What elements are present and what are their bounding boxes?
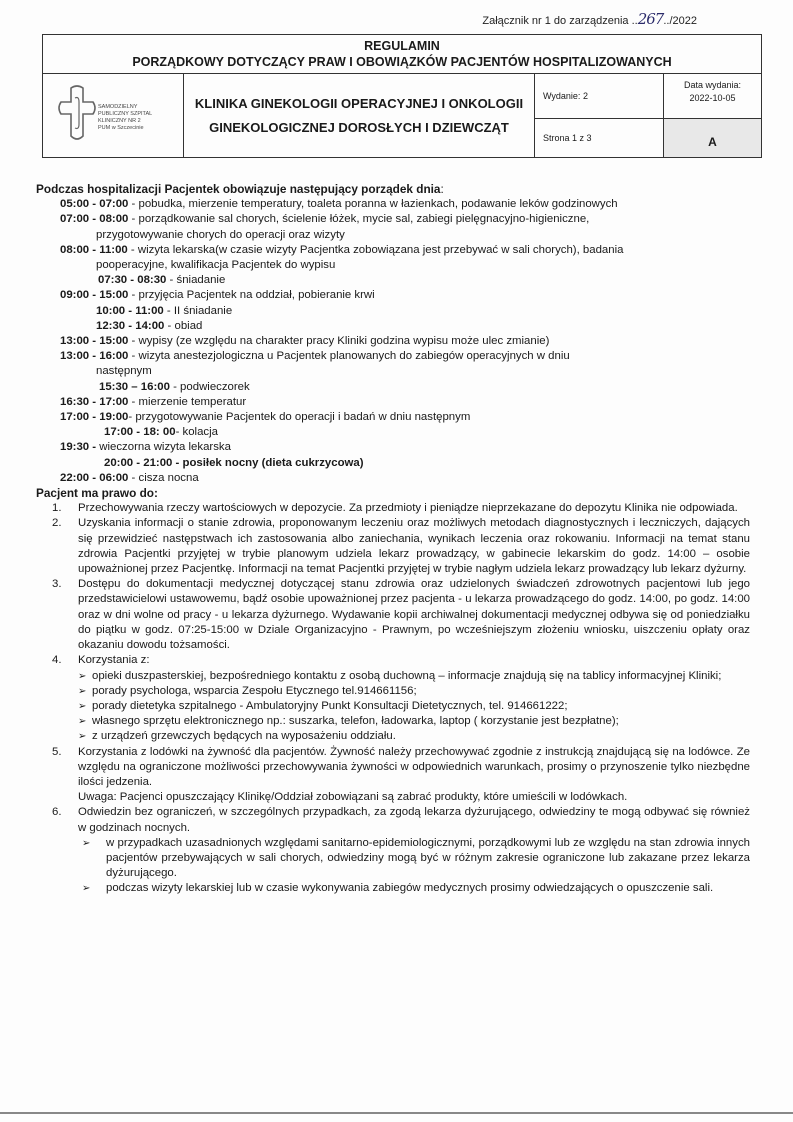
hospital-logo-cell: [43, 74, 184, 157]
document-title: [43, 35, 761, 74]
rights-item: 2. Uzyskania informacji o stanie zdrowia, proponowanym leczeniu oraz możliwych metodach diagnostycznych i leczniczych, dających się przewidzieć następstwach ich zastosowania albo zaniechania, wynikach leczenia oraz rokowaniu. Informacji na temat stanu zdrowia Pacjentki przyjętej w trybie planowym udziela lekarz prowadzący, w gabinecie lekarskim do godz. 14:00 – osobie upoważnionej przez Pacjentkę. Informacji na temat Pacjentki przyjętej w trybie nagłym udziela lekarz prowadzący lub lekarz dyżurny.: [52, 517, 750, 576]
page-counter: Strona 1 z 3: [543, 133, 592, 143]
schedule-item: 13:00 - 16:00 - wizyta anestezjologiczna u Pacjentek planowanych do zabiegów operacyjnych w dniu następnym: [60, 350, 570, 378]
schedule-item: 08:00 - 11:00 - wizyta lekarska(w czasie wizyty Pacjentka zobowiązana jest przebywać w sali chorych), badania pooperacyjne, kwalifikacja Pacjentek do wypisu: [60, 243, 624, 272]
page-bottom-edge: [0, 1112, 793, 1114]
issue-date: Data wydania: 2022-10-05: [664, 74, 761, 119]
document-body: [36, 182, 750, 897]
patient-rights-list: [36, 501, 750, 896]
bullet-item: ➢ z urządzeń grzewczych będących na wyposażeniu oddziału.: [78, 729, 750, 744]
rights-item: 4. Korzystania z: ➢ opieki duszpasterskiej, bezpośredniego kontaktu z osobą duchowną – informacje znajdują się na tablicy informacyjnej Kliniki; ➢ porady psychologa, wsparcia Zespołu Etycznego tel.914661156; ➢ porady dietetyka szpitalnego - Ambulatoryjny Punkt Konsultacji Dietetycznych, tel. 914661222; ➢ własnego sprzętu elektronicznego np.: suszarka, telefon, ładowarka, laptop ( korzystanie jest bezpłatne); ➢ z urządzeń grzewczych będących na wyposażeniu oddziału.: [36, 653, 750, 744]
arrow-bullet-icon: ➢: [78, 731, 87, 743]
bullet-item: ➢ porady psychologa, wsparcia Zespołu Etycznego tel.914661156;: [78, 684, 750, 699]
handwritten-number: 267: [637, 10, 664, 28]
schedule-item: 07:00 - 08:00 - porządkowanie sal chorych, ścielenie łóżek, mycie sal, zabiegi pielęgnacyjno-higieniczne, przygotowywanie chorych do operacji oraz wizyty: [60, 213, 590, 241]
annex-prefix: Załącznik nr 1 do zarządzenia ..: [482, 15, 638, 27]
schedule-meal: 07:30 - 08:30 - śniadanie: [98, 274, 226, 287]
annex-suffix: ../2022: [663, 15, 697, 27]
bullet-item: ➢ własnego sprzętu elektronicznego np.: suszarka, telefon, ładowarka, laptop ( korzystanie jest bezpłatne);: [78, 714, 750, 729]
hospital-cross-logo-icon: [57, 84, 97, 144]
arrow-bullet-icon: ➢: [78, 716, 87, 728]
rights-heading: Pacjent ma prawo do:: [36, 486, 158, 501]
schedule-meal: 17:00 - 18: 00- kolacja: [104, 426, 218, 439]
bullet-item: ➢ opieki duszpasterskiej, bezpośredniego kontaktu z osobą duchowną – informacje znajdują się na tablicy informacyjnej Kliniki;: [78, 669, 750, 684]
schedule-item: 13:00 - 15:00 - wypisy (ze względu na charakter pracy Kliniki godzina wypisu może ulec zmianie): [60, 335, 550, 348]
schedule-item: 17:00 - 19:00- przygotowywanie Pacjentek do operacji i badań w dniu następnym: [60, 411, 471, 424]
document-header-table: [42, 34, 762, 158]
arrow-bullet-icon: ➢: [78, 700, 87, 712]
fridge-note: Uwaga: Pacjenci opuszczający Klinikę/Oddział zobowiązani są zabrać produkty, które umieścili w lodówkach.: [78, 791, 628, 804]
schedule-meal: 20:00 - 21:00 - posiłek nocny (dieta cukrzycowa): [104, 456, 364, 469]
clinic-line-2: GINEKOLOGICZNEJ DOROSŁYCH I DZIEWCZĄT: [209, 119, 509, 135]
clinic-name-cell: [184, 74, 535, 157]
bullet-item: ➢ w przypadkach uzasadnionych względami sanitarno-epidemiologicznymi, porządkowymi lub ze względu na stan zdrowia innych pacjentów przebywających w sali chorych, odwiedziny mogą być w różnym zakresie ograniczone lub zakazane przez lekarza dyżurującego.: [82, 836, 750, 880]
schedule-meal: 10:00 - 11:00 - II śniadanie: [96, 304, 233, 317]
title-line-2: PORZĄDKOWY DOTYCZĄCY PRAW I OBOWIĄZKÓW PACJENTÓW HOSPITALIZOWANYCH: [132, 55, 672, 69]
facilities-list: [78, 669, 750, 745]
schedule-item: 16:30 - 17:00 - mierzenie temperatur: [60, 395, 247, 408]
schedule-item: 09:00 - 15:00 - przyjęcia Pacjentek na oddział, pobieranie krwi: [60, 289, 375, 302]
arrow-bullet-icon: ➢: [78, 670, 87, 682]
hospital-name: SAMODZIELNY PUBLICZNY SZPITAL KLINICZNY NR 2 PUM w Szczecinie: [98, 104, 153, 131]
rights-item: 1. Przechowywania rzeczy wartościowych w depozycie. Za przedmioty i pieniądze nieprzekazane do depozytu Klinika nie odpowiada.: [52, 502, 738, 515]
schedule-intro: Podczas hospitalizacji Pacjentek obowiązuje następujący porządek dnia:: [36, 182, 444, 196]
daily-schedule: [36, 197, 750, 486]
version-letter: A: [664, 119, 761, 157]
arrow-bullet-icon: ➢: [78, 685, 87, 697]
title-line-1: REGULAMIN: [364, 39, 440, 53]
clinic-line-1: KLINIKA GINEKOLOGII OPERACYJNEJ I ONKOLOGII: [194, 95, 524, 111]
schedule-item: 22:00 - 06:00 - cisza nocna: [60, 471, 199, 484]
rights-item: 5. Korzystania z lodówki na żywność dla pacjentów. Żywność należy przechowywać zgodnie z instrukcją znajdującą się na lodówce. Ze względu na ograniczone możliwości przechowywania żywności w odpowiednich warunkach, prosimy o przynoszenie tylko niezbędne ilości jedzenia. Uwaga: Pacjenci opuszczający Klinikę/Oddział zobowiązani są zabrać produkty, które umieścili w lodówkach.: [36, 745, 750, 806]
rights-item: 6. Odwiedzin bez ograniczeń, w szczególnych przypadkach, za zgodą lekarza dyżurującego, odwiedziny te mogą odbywać się również w godzinach nocnych. ➢ w przypadkach uzasadnionych względami sanitarno-epidemiologicznymi, porządkowymi lub ze względu na stan zdrowia innych pacjentów przebywających w sali chorych, odwiedziny mogą być w różnym zakresie ograniczone lub zakazane przez lekarza dyżurującego. ➢ podczas wizyty lekarskiej lub w czasie wykonywania zabiegów medycznych prosimy odwiedzających o opuszczenie sali.: [36, 805, 750, 896]
bullet-item: ➢ podczas wizyty lekarskiej lub w czasie wykonywania zabiegów medycznych prosimy odwiedzających o opuszczenie sali.: [78, 881, 750, 896]
rights-item: 3. Dostępu do dokumentacji medycznej dotyczącej stanu zdrowia oraz udzielonych świadczeń zdrowotnych pacjentowi lub jego przedstawicielowi ustawowemu, bądź osobie upoważnionej przez pacjenta - u lekarza prowadzącego do godz. 14:00, po godz. 14:00 oraz w dni wolne od pracy - u lekarza dyżurnego. Wydawanie kopii archiwalnej dokumentacji medycznej odbywa się od poniedziałku do piątku w godz. 07:25-15:00 w Dziale Organizacyjno - Prawnym, po wcześniejszym złożeniu wniosku, uiszczeniu opłaty oraz okazaniu dowodu tożsamości.: [52, 578, 750, 652]
schedule-meal: 12:30 - 14:00 - obiad: [96, 319, 203, 332]
arrow-bullet-icon: ➢: [82, 883, 91, 895]
annex-reference: [482, 10, 697, 28]
date-cell: [664, 74, 761, 157]
edition-label: Wydanie: 2: [535, 74, 663, 119]
arrow-bullet-icon: ➢: [82, 837, 91, 849]
bullet-item: ➢ porady dietetyka szpitalnego - Ambulatoryjny Punkt Konsultacji Dietetycznych, tel. 914661222;: [78, 699, 750, 714]
schedule-item: 05:00 - 07:00 - pobudka, mierzenie temperatury, toaleta poranna w łazienkach, podawanie leków godzinowych: [60, 198, 618, 211]
edition-cell: [535, 74, 664, 157]
schedule-meal: 15:30 – 16:00 - podwieczorek: [99, 380, 250, 393]
visiting-rules-list: [78, 836, 750, 897]
schedule-item: 19:30 - wieczorna wizyta lekarska: [60, 441, 231, 454]
